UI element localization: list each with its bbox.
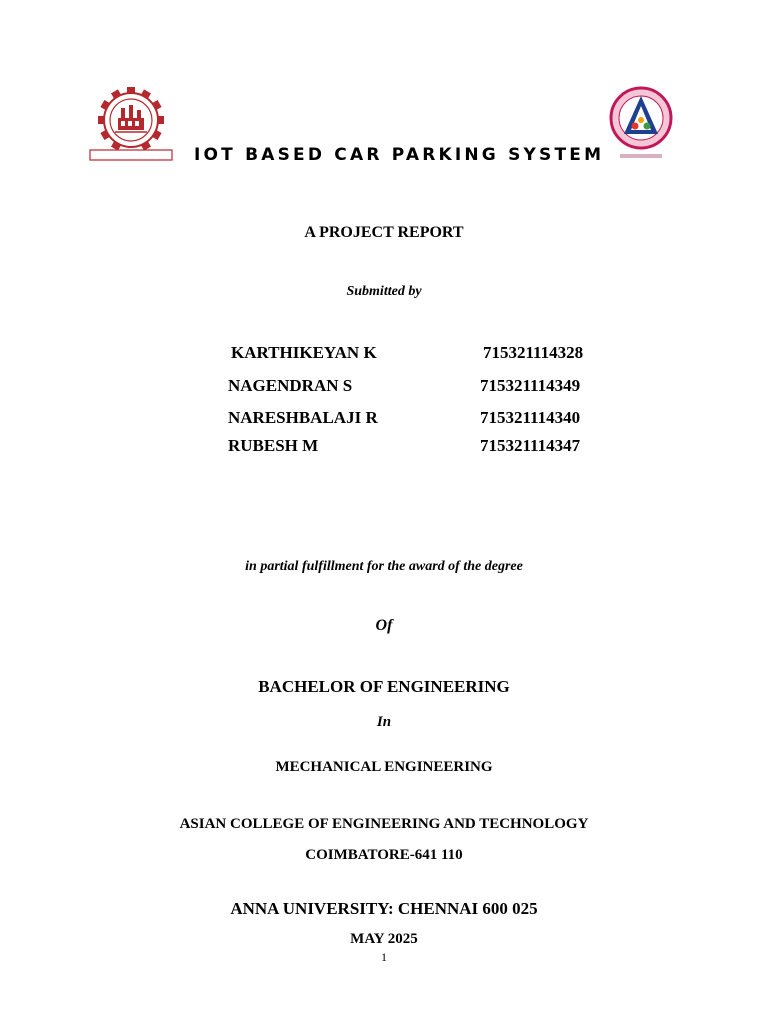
student-id: 715321114340 (480, 408, 581, 427)
student-id: 715321114347 (480, 436, 581, 455)
student-id: 715321114328 (483, 343, 584, 362)
page-number: 1 (381, 950, 387, 964)
submission-date: MAY 2025 (350, 931, 418, 947)
report-type: A PROJECT REPORT (304, 224, 464, 241)
in-text: In (376, 714, 392, 730)
student-name: NAGENDRAN S (228, 376, 353, 395)
college-name: ASIAN COLLEGE OF ENGINEERING AND TECHNOLOGY (179, 816, 589, 832)
student-name: NARESHBALAJI R (228, 408, 378, 427)
department-name: MECHANICAL ENGINEERING (275, 759, 493, 775)
report-title: IOT BASED CAR PARKING SYSTEM (194, 145, 605, 165)
student-id: 715321114349 (480, 376, 581, 395)
student-name: KARTHIKEYAN K (231, 343, 377, 362)
of-text: Of (375, 617, 393, 634)
degree-title: BACHELOR OF ENGINEERING (258, 677, 510, 696)
college-city: COIMBATORE-641 110 (305, 847, 463, 863)
anna-university-logo (88, 86, 174, 164)
submitted-by-label: Submitted by (346, 284, 422, 299)
student-name: RUBESH M (228, 436, 319, 455)
partial-fulfillment-text: in partial fulfillment for the award of the degree (245, 559, 523, 574)
university-name: ANNA UNIVERSITY: CHENNAI 600 025 (230, 899, 538, 918)
asian-college-logo (606, 84, 676, 164)
